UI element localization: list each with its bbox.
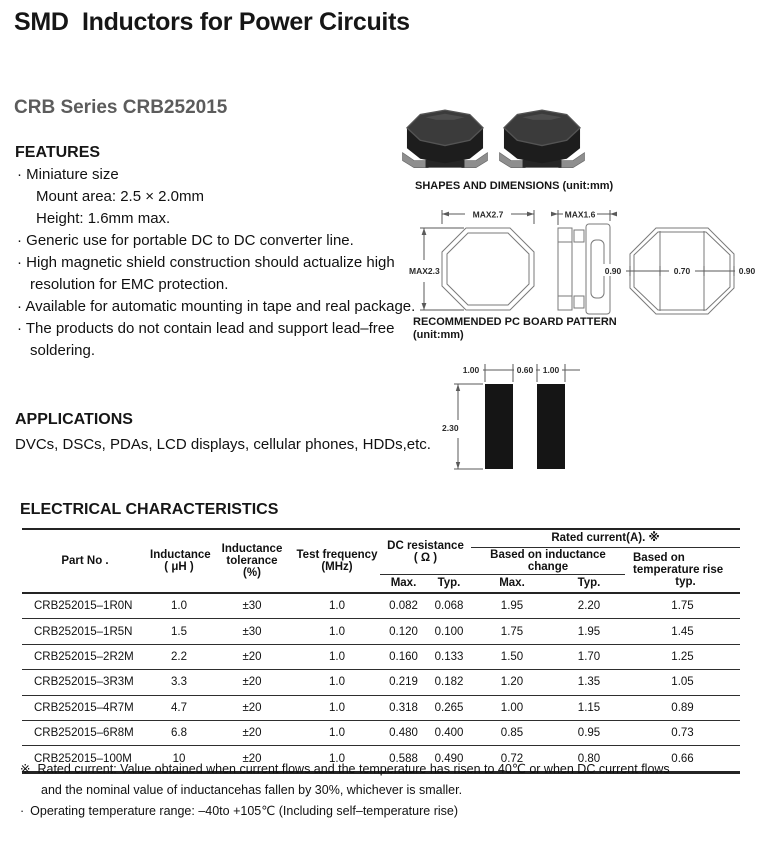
inductor-photo-left — [399, 106, 491, 178]
value-cell: 0.85 — [471, 720, 553, 745]
value-cell: ±20 — [210, 746, 294, 772]
part-no-cell: CRB252015–6R8M — [22, 720, 148, 745]
value-cell: 0.588 — [380, 746, 427, 772]
col-header-based-inductance: Based on inductance change — [471, 547, 625, 574]
value-cell: 1.70 — [553, 644, 625, 669]
table-row — [22, 695, 740, 720]
col-header-tolerance — [210, 529, 294, 593]
pcb-pad-height-label: 2.30 — [442, 423, 459, 433]
page-title: SMD Inductors for Power Circuits — [14, 8, 410, 36]
pcb-height-dimension — [442, 384, 483, 469]
value-cell: 1.00 — [471, 695, 553, 720]
value-cell: 0.068 — [427, 593, 471, 619]
dim-terminal-left-label: 0.90 — [604, 266, 622, 276]
pcb-heading-line2: (unit:mm) — [413, 329, 464, 341]
col-header-dcr-max: Max. — [390, 577, 417, 590]
value-cell: 1.0 — [294, 644, 380, 669]
electrical-table — [22, 528, 740, 774]
value-cell: 1.20 — [471, 670, 553, 695]
table-body — [22, 593, 740, 772]
pcb-pattern-drawing — [440, 352, 615, 477]
table-row — [22, 720, 740, 745]
applications-heading: APPLICATIONS — [15, 411, 133, 428]
value-cell: ±30 — [210, 593, 294, 619]
value-cell: 0.66 — [625, 746, 740, 772]
feature-item: · Available for automatic mounting in tape and real package. — [17, 298, 416, 315]
feature-item: · Miniature size — [17, 166, 119, 183]
header-line: DC resistance — [387, 539, 464, 552]
reference-mark: ※ — [20, 762, 31, 776]
value-cell: 1.25 — [625, 644, 740, 669]
dim-side-width-label: MAX1.6 — [564, 209, 596, 220]
value-cell: 0.80 — [553, 746, 625, 772]
value-cell: 1.95 — [471, 593, 553, 619]
value-cell: 0.120 — [380, 619, 427, 644]
feature-item: Height: 1.6mm max. — [36, 210, 171, 227]
pcb-pad-left — [485, 384, 513, 469]
value-cell: 0.490 — [427, 746, 471, 772]
value-cell: 1.0 — [294, 720, 380, 745]
dim-top-width-label: MAX2.7 — [472, 209, 504, 220]
pcb-pad-width-left-label: 1.00 — [462, 365, 480, 375]
value-cell: 2.2 — [148, 644, 210, 669]
operating-temperature-note — [20, 801, 670, 822]
value-cell: 0.265 — [427, 695, 471, 720]
value-cell: 1.0 — [294, 593, 380, 619]
series-title: CRB Series CRB252015 — [14, 97, 228, 118]
dim-top-height-label: MAX2.3 — [409, 266, 440, 276]
shapes-dimensions-heading: SHAPES AND DIMENSIONS (unit:mm) — [415, 180, 614, 192]
pcb-pad-gap-label: 0.60 — [516, 365, 534, 375]
bullet-dot: · — [20, 804, 25, 818]
col-header-rc-typ: Typ. — [577, 577, 601, 590]
value-cell: 1.5 — [148, 619, 210, 644]
value-cell: 1.0 — [294, 670, 380, 695]
value-cell: 0.73 — [625, 720, 740, 745]
value-cell: 0.480 — [380, 720, 427, 745]
applications-text: DVCs, DSCs, PDAs, LCD displays, cellular phones, HDDs,etc. — [15, 436, 431, 453]
part-no-cell: CRB252015–1R0N — [22, 593, 148, 619]
feature-item: · The products do not contain lead and support lead–free soldering. — [17, 320, 395, 359]
value-cell: 0.219 — [380, 670, 427, 695]
value-cell: 0.95 — [553, 720, 625, 745]
value-cell: 1.0 — [148, 593, 210, 619]
value-cell: 1.0 — [294, 619, 380, 644]
value-cell: 1.50 — [471, 644, 553, 669]
note-text: Rated current: Value obtained when current flows and the temperature has risen to 40℃ or when DC current flows — [37, 762, 670, 776]
part-no-cell: CRB252015–100M — [22, 746, 148, 772]
value-cell: 1.15 — [553, 695, 625, 720]
rated-current-note — [20, 759, 670, 780]
value-cell: 1.0 — [294, 746, 380, 772]
dim-terminal-center-label: 0.70 — [673, 266, 691, 276]
value-cell: ±30 — [210, 619, 294, 644]
header-line: ( Ω ) — [413, 551, 438, 564]
col-header-frequency — [294, 529, 380, 593]
table-row — [22, 644, 740, 669]
value-cell: 0.89 — [625, 695, 740, 720]
header-line: Inductance — [221, 543, 283, 555]
header-line: (MHz) — [321, 561, 353, 573]
value-cell: ±20 — [210, 670, 294, 695]
value-cell: 0.72 — [471, 746, 553, 772]
value-cell: 0.133 — [427, 644, 471, 669]
feature-item: · Generic use for portable DC to DC converter line. — [17, 232, 354, 249]
header-line: ( μH ) — [164, 561, 194, 573]
value-cell: 0.082 — [380, 593, 427, 619]
value-cell: 3.3 — [148, 670, 210, 695]
value-cell: 0.318 — [380, 695, 427, 720]
header-line: tolerance — [226, 555, 278, 567]
part-no-cell: CRB252015–2R2M — [22, 644, 148, 669]
value-cell: 0.160 — [380, 644, 427, 669]
value-cell: 1.45 — [625, 619, 740, 644]
top-width-dimension — [442, 210, 534, 225]
inductor-photo-right — [496, 106, 588, 178]
feature-item: Mount area: 2.5 × 2.0mm — [36, 188, 205, 205]
part-no-cell: CRB252015–1R5N — [22, 619, 148, 644]
value-cell: ±20 — [210, 720, 294, 745]
features-list — [17, 164, 441, 362]
side-width-dimension — [551, 210, 617, 226]
part-no-cell: CRB252015–3R3M — [22, 670, 148, 695]
header-line: typ. — [675, 575, 696, 588]
value-cell: ±20 — [210, 644, 294, 669]
col-header-dc-resistance — [380, 529, 471, 574]
header-line: temperature rise — [633, 563, 724, 576]
part-no-cell: CRB252015–4R7M — [22, 695, 148, 720]
top-view-outline — [442, 228, 534, 310]
col-header-part-no: Part No . — [61, 555, 109, 567]
top-height-dimension — [409, 228, 464, 310]
col-header-based-temp — [625, 547, 740, 593]
header-line: Based on — [633, 551, 685, 564]
pcb-pad-right — [537, 384, 565, 469]
terminal-dimension — [601, 264, 760, 276]
table-row — [22, 619, 740, 644]
note-text: Operating temperature range: –40to +105℃ (Including self–temperature rise) — [30, 804, 458, 818]
table-row — [22, 593, 740, 619]
pcb-pattern-heading — [413, 316, 617, 342]
value-cell: 1.05 — [625, 670, 740, 695]
dim-terminal-right-label: 0.90 — [738, 266, 756, 276]
value-cell: 1.0 — [294, 695, 380, 720]
value-cell: 1.75 — [625, 593, 740, 619]
value-cell: 0.400 — [427, 720, 471, 745]
col-header-rc-max: Max. — [499, 577, 525, 590]
value-cell: ±20 — [210, 695, 294, 720]
header-line: (%) — [243, 567, 261, 579]
value-cell: 1.75 — [471, 619, 553, 644]
pcb-pad-width-right-label: 1.00 — [542, 365, 560, 375]
table-row — [22, 670, 740, 695]
value-cell: 10 — [148, 746, 210, 772]
col-header-rated-current: Rated current(A). ※ — [471, 529, 740, 547]
header-line: Inductance — [150, 549, 211, 561]
value-cell: 1.35 — [553, 670, 625, 695]
footnotes — [20, 759, 670, 822]
value-cell: 2.20 — [553, 593, 625, 619]
dimensions-drawing — [408, 198, 760, 320]
value-cell: 0.100 — [427, 619, 471, 644]
rated-current-note-continuation: and the nominal value of inductancehas fallen by 30%, whichever is smaller. — [41, 783, 463, 797]
electrical-heading: ELECTRICAL CHARACTERISTICS — [20, 501, 279, 518]
features-heading: FEATURES — [15, 144, 101, 161]
value-cell: 0.182 — [427, 670, 471, 695]
value-cell: 4.7 — [148, 695, 210, 720]
col-header-inductance — [148, 529, 210, 593]
pcb-width-dimension — [459, 364, 580, 382]
value-cell: 1.95 — [553, 619, 625, 644]
value-cell: 6.8 — [148, 720, 210, 745]
feature-item: · High magnetic shield construction should actualize high resolution for EMC protection. — [17, 254, 395, 293]
pcb-heading-line1: RECOMMENDED PC BOARD PATTERN — [413, 316, 617, 328]
col-header-dcr-typ: Typ. — [437, 577, 461, 590]
product-photos — [399, 106, 591, 180]
header-line: Test frequency — [296, 549, 378, 561]
